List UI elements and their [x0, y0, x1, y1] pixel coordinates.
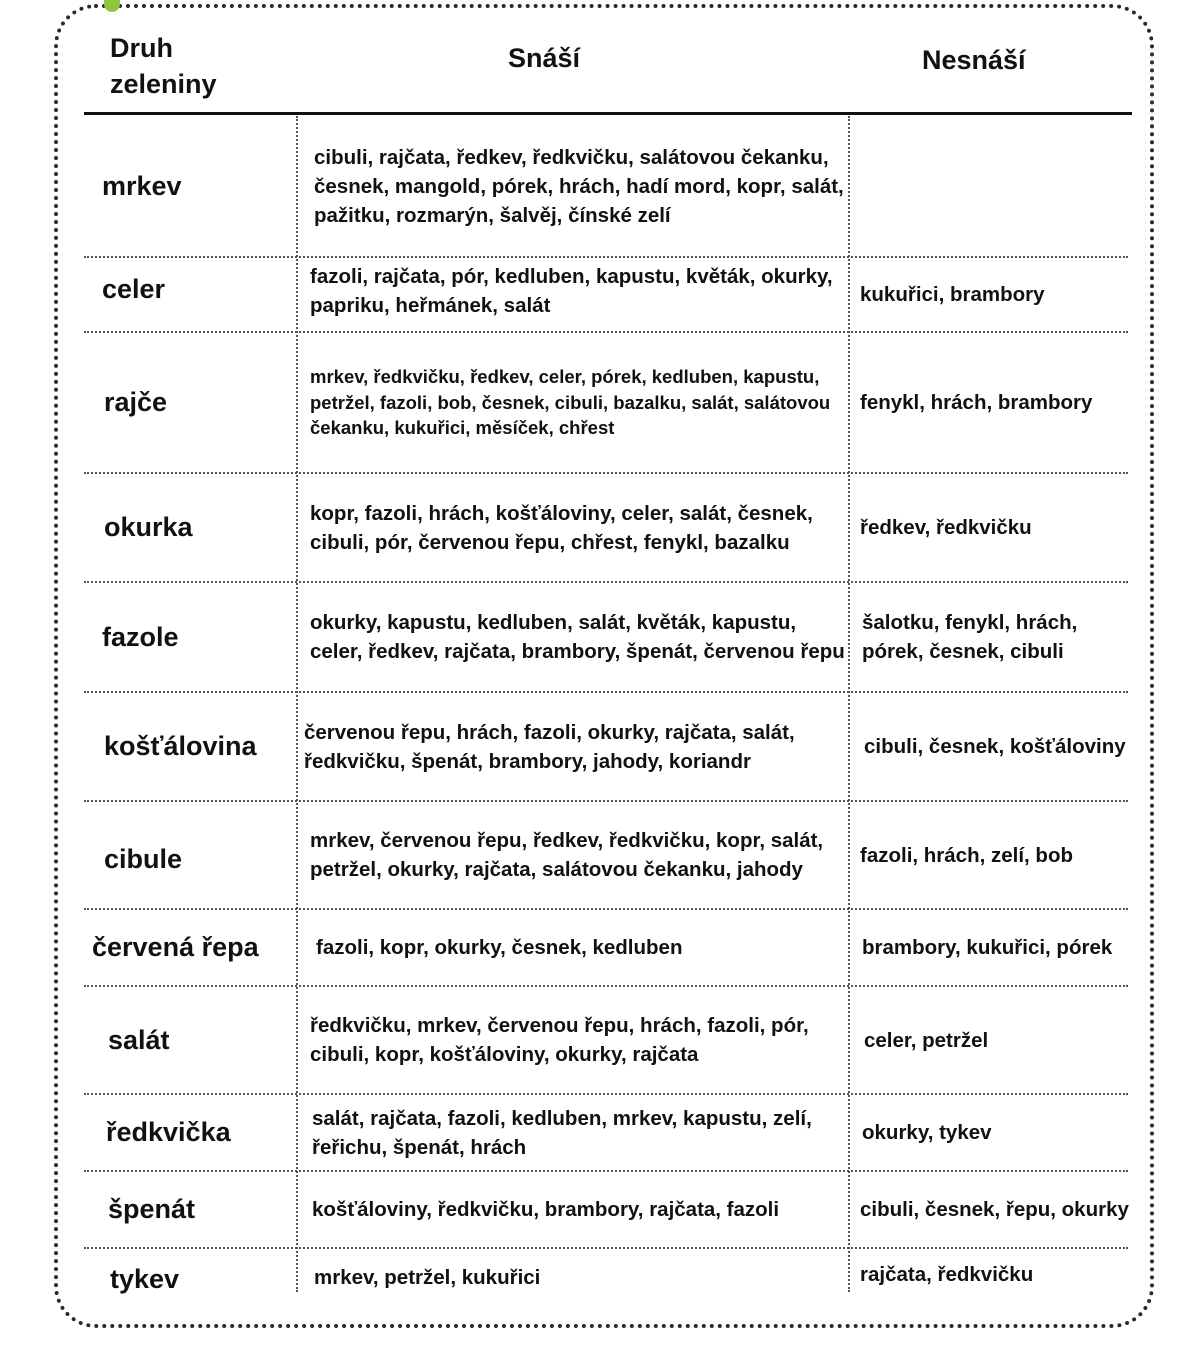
table-row: [84, 1249, 1128, 1309]
table-row: [84, 1095, 1128, 1170]
table-row: [84, 583, 1128, 691]
tolerates-cell: košťáloviny, ředkvičku, brambory, rajčata, fazoli: [312, 1198, 780, 1221]
tolerates-cell: salát, rajčata, fazoli, kedluben, mrkev, kapustu, zelí, řeřichu, špenát, hrách: [312, 1106, 812, 1159]
vegetable-name: špenát: [108, 1194, 196, 1224]
table-row: [84, 474, 1128, 581]
vegetable-name: červená řepa: [92, 932, 259, 962]
tolerates-cell: mrkev, ředkvičku, ředkev, celer, pórek, kedluben, kapustu, petržel, fazoli, bob, česnek, cibuli, bazalku, salát, salátovou čekanku, kukuřici, měsíček, chřest: [310, 366, 831, 439]
table-row: [84, 116, 1128, 256]
intolerant-cell: celer, petržel: [864, 1028, 989, 1052]
intolerant-cell: fazoli, hrách, zelí, bob: [860, 843, 1073, 867]
table-row: [84, 1172, 1128, 1247]
header-snasi: Snáší: [508, 43, 581, 73]
table-row: [84, 987, 1128, 1093]
intolerant-cell: brambory, kukuřici, pórek: [862, 936, 1113, 959]
table-row: [84, 910, 1128, 985]
tolerates-cell: mrkev, červenou řepu, ředkev, ředkvičku, kopr, salát, petržel, okurky, rajčata, salátovou čekanku, jahody: [310, 829, 824, 881]
tolerates-cell: cibuli, rajčata, ředkev, ředkvičku, salátovou čekanku, česnek, mangold, pórek, hrách, hadí mord, kopr, salát, pažitku, rozmarýn, šalvěj, čínské zelí: [314, 145, 844, 227]
vegetable-name: salát: [108, 1024, 170, 1055]
intolerant-cell: [850, 116, 1132, 256]
tolerates-cell: kopr, fazoli, hrách, košťáloviny, celer, salát, česnek, cibuli, pór, červenou řepu, chřest, fenykl, bazalku: [310, 501, 813, 554]
vegetable-name: okurka: [104, 512, 193, 542]
tolerates-cell: červenou řepu, hrách, fazoli, okurky, rajčata, salát, ředkvičku, špenát, brambory, jahody, koriandr: [304, 720, 795, 773]
intolerant-cell: rajčata, ředkvičku: [860, 1262, 1034, 1286]
intolerant-cell: kukuřici, brambory: [860, 283, 1045, 306]
intolerant-cell: okurky, tykev: [862, 1121, 992, 1144]
table-row: [84, 333, 1128, 472]
table-row: [84, 802, 1128, 908]
intolerant-cell: cibuli, česnek, řepu, okurky: [860, 1198, 1129, 1221]
vegetable-name: mrkev: [102, 170, 182, 201]
vegetable-name: košťálovina: [104, 731, 257, 761]
intolerant-cell: ředkev, ředkvičku: [860, 516, 1032, 539]
tolerates-cell: okurky, kapustu, kedluben, salát, květák, kapustu, celer, ředkev, rajčata, brambory, špenát, červenou řepu: [310, 611, 845, 663]
header-druh-zeleniny: Druh zeleniny: [110, 33, 217, 99]
tolerates-cell: mrkev, petržel, kukuřici: [314, 1265, 541, 1289]
vegetable-name: ředkvička: [106, 1117, 231, 1147]
table-row: [84, 693, 1128, 800]
tolerates-cell: fazoli, rajčata, pór, kedluben, kapustu, květák, okurky, papriku, heřmánek, salát: [310, 265, 833, 317]
vegetable-name: tykev: [110, 1263, 180, 1294]
vegetable-name: fazole: [102, 621, 179, 652]
header-rule: [84, 112, 1132, 115]
vegetable-name: cibule: [104, 843, 183, 874]
tolerates-cell: ředkvičku, mrkev, červenou řepu, hrách, fazoli, pór, cibuli, kopr, košťáloviny, okurky, rajčata: [310, 1014, 809, 1066]
tolerates-cell: fazoli, kopr, okurky, česnek, kedluben: [316, 936, 683, 959]
intolerant-cell: fenykl, hrách, brambory: [860, 391, 1093, 414]
table-row: [84, 258, 1128, 331]
intolerant-cell: cibuli, česnek, košťáloviny: [864, 735, 1126, 758]
vegetable-name: rajče: [104, 387, 168, 417]
header-nesnasi: Nesnáší: [922, 45, 1026, 75]
intolerant-cell: šalotku, fenykl, hrách, pórek, česnek, cibuli: [862, 611, 1078, 663]
vegetable-name: celer: [102, 274, 166, 304]
